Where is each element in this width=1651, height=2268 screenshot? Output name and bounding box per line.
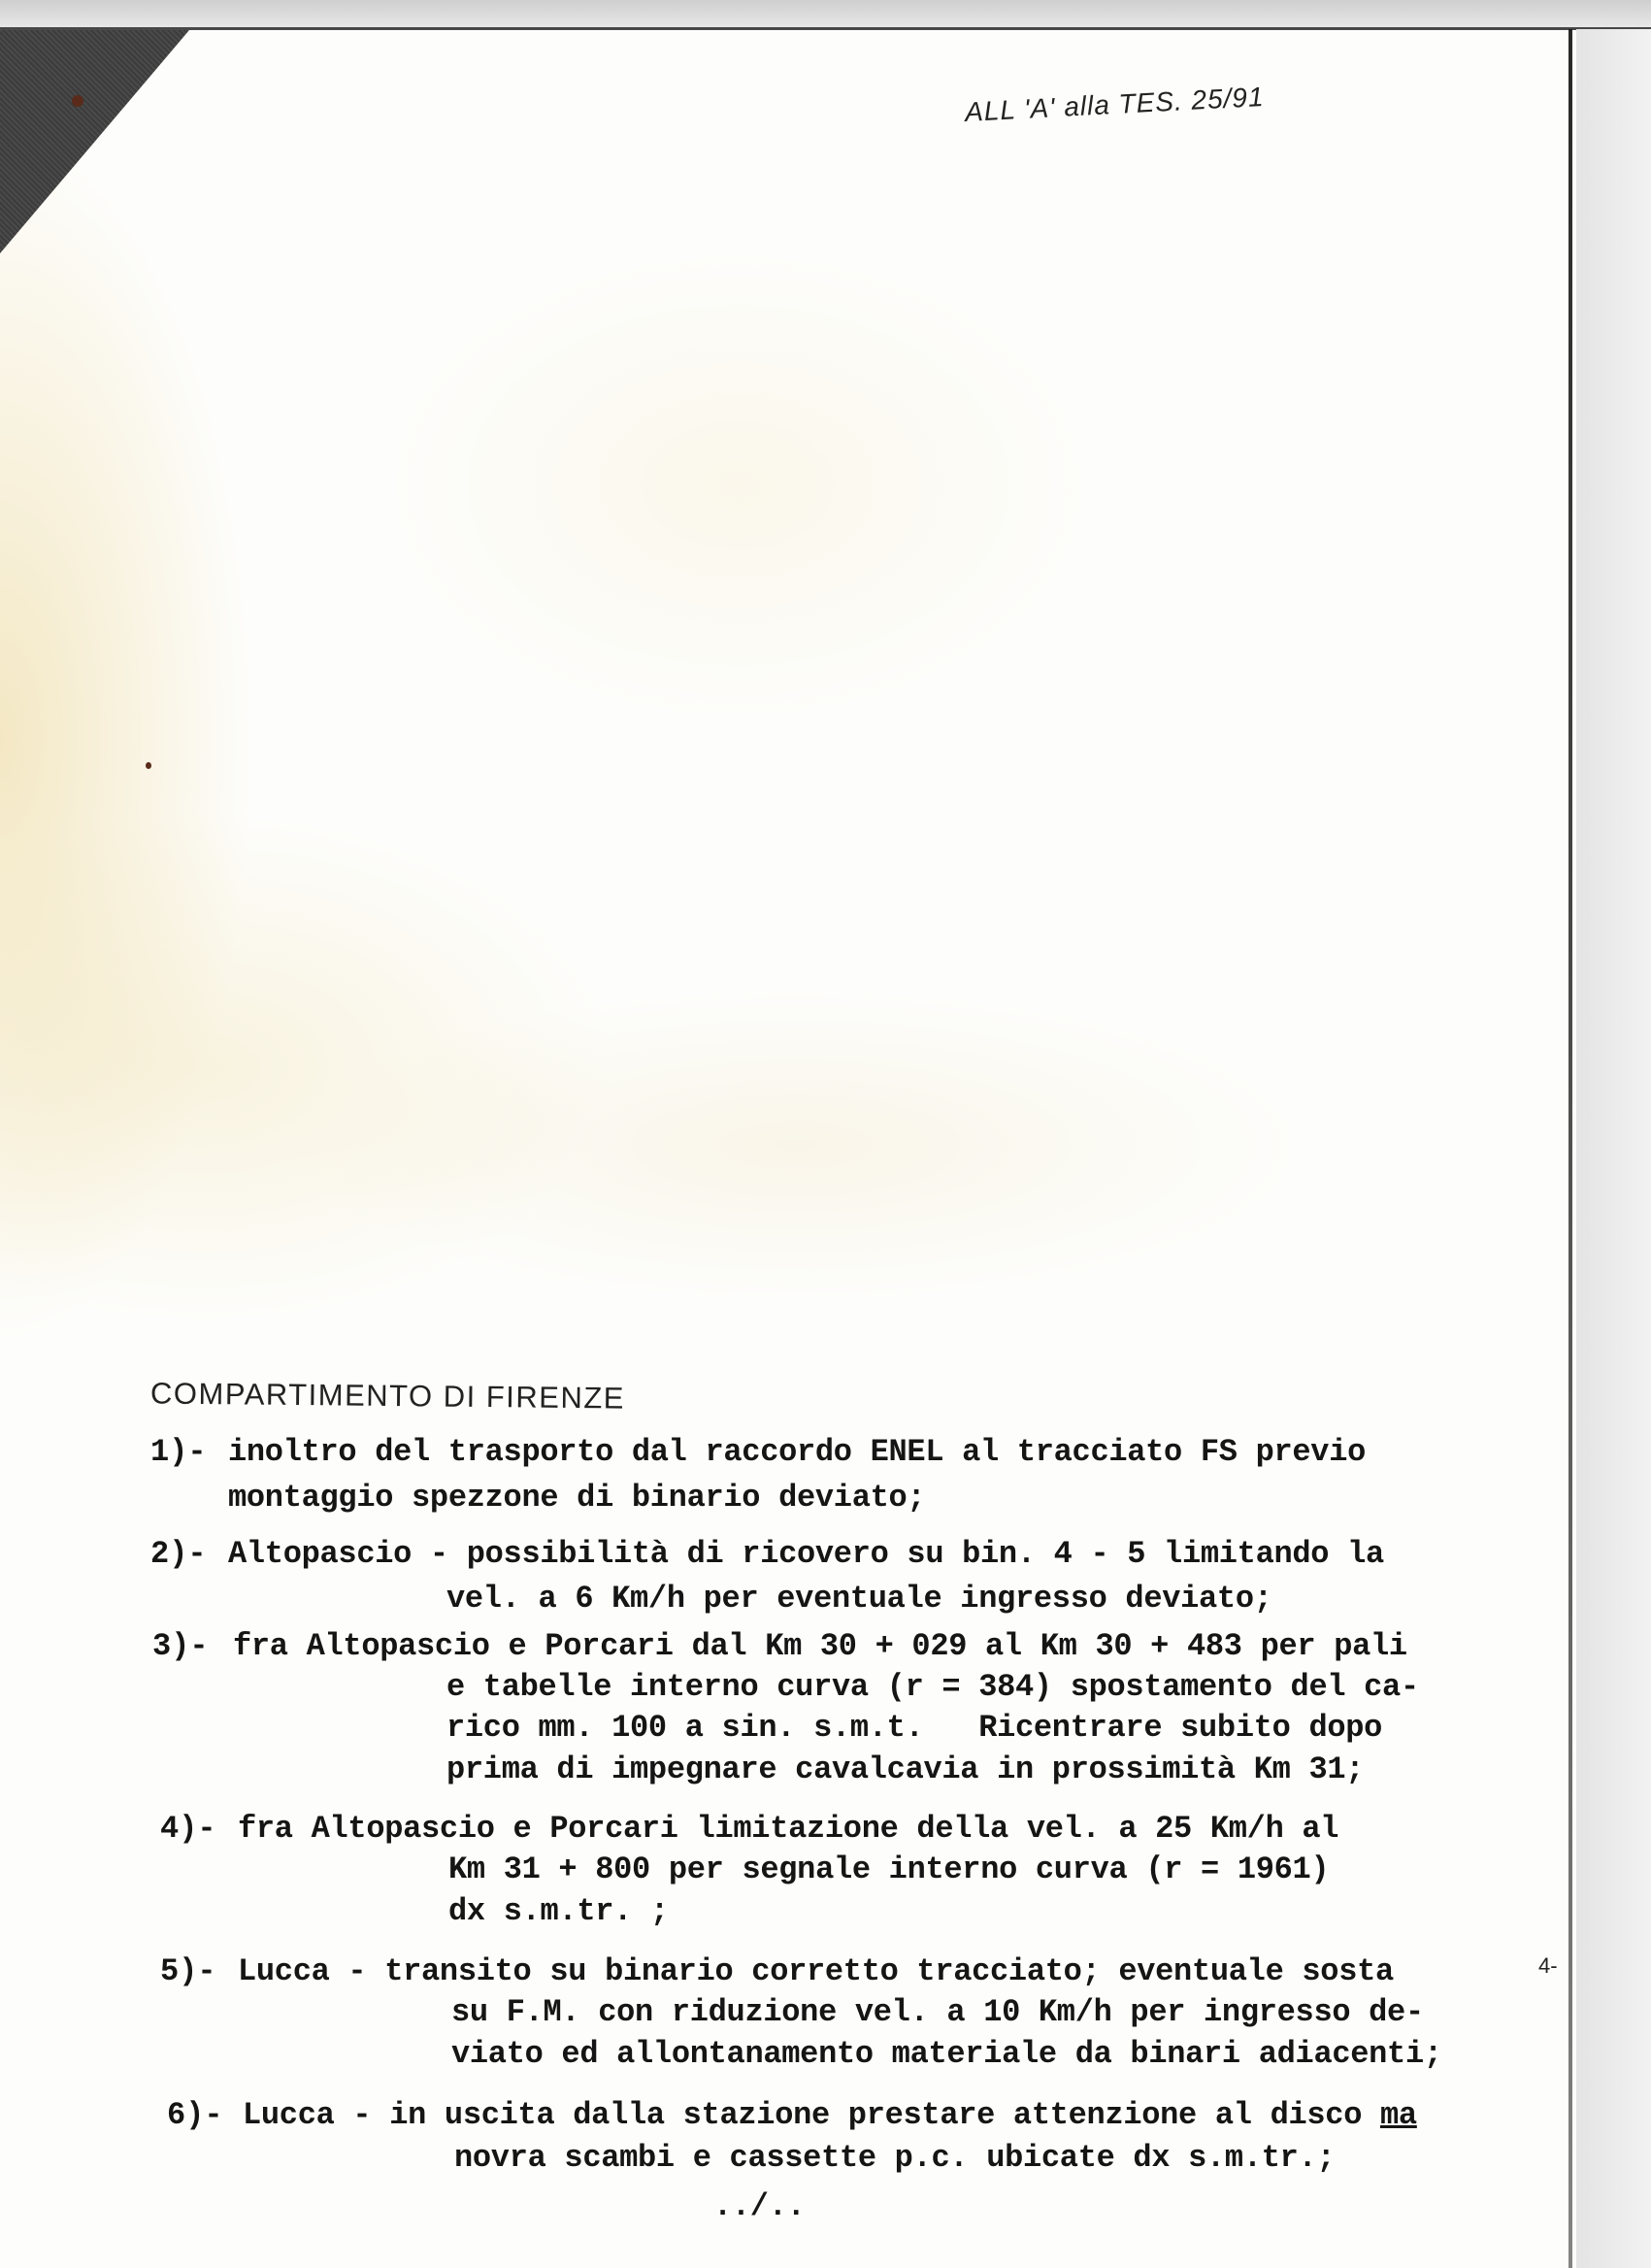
underlined-word: ma (1380, 2097, 1417, 2133)
item-line: Lucca - transito su binario corretto tracciato; eventuale sosta (238, 1953, 1394, 1989)
continuation-mark: ../.. (713, 2188, 806, 2224)
item-line: vel. a 6 Km/h per eventuale ingresso deviato; (446, 1581, 1272, 1617)
margin-mark: 4- (1538, 1953, 1558, 1978)
item-line: Altopascio - possibilità di ricovero su bin. 4 - 5 limitando la (228, 1536, 1384, 1572)
item-line-text: Lucca - in uscita dalla stazione prestare attenzione al disco (243, 2097, 1380, 2133)
item-line: fra Altopascio e Porcari limitazione della vel. a 25 Km/h al (238, 1811, 1339, 1847)
item-line: su F.M. con riduzione vel. a 10 Km/h per ingresso de- (451, 1994, 1424, 2030)
item-line: prima di impegnare cavalcavia in prossimità Km 31; (446, 1751, 1365, 1787)
item-line: viato ed allontanamento materiale da binari adiacenti; (451, 2036, 1442, 2072)
attachment-reference: ALL 'A' alla TES. 25/91 (964, 81, 1266, 128)
item-line: dx s.m.tr. ; (448, 1893, 669, 1929)
item-line: montaggio spezzone di binario deviato; (228, 1480, 926, 1516)
item-number: 1)- (150, 1434, 207, 1470)
item-line: novra scambi e cassette p.c. ubicate dx s.m.tr.; (454, 2140, 1336, 2176)
item-line: e tabelle interno curva (r = 384) spostamento del ca- (446, 1669, 1419, 1705)
scanner-right-line (1568, 29, 1572, 2268)
folded-corner (0, 30, 194, 253)
scanner-right-edge (1576, 29, 1651, 2268)
scanner-top-edge (0, 0, 1651, 29)
stain-spot (146, 762, 151, 769)
item-number: 3)- (152, 1628, 209, 1664)
item-line: Km 31 + 800 per segnale interno curva (r = 1961) (448, 1851, 1330, 1887)
item-number: 5)- (160, 1953, 216, 1989)
item-line: fra Altopascio e Porcari dal Km 30 + 029 al Km 30 + 483 per pali (233, 1628, 1407, 1664)
scanner-top-line (0, 27, 1651, 30)
item-number: 4)- (160, 1811, 216, 1847)
item-number: 6)- (167, 2097, 223, 2133)
item-line (243, 2098, 1417, 2133)
section-title: COMPARTIMENTO DI FIRENZE (149, 1376, 626, 1416)
item-line: rico mm. 100 a sin. s.m.t. Ricentrare subito dopo (446, 1710, 1383, 1746)
item-line: inoltro del trasporto dal raccordo ENEL al tracciato FS previo (228, 1434, 1366, 1470)
stain-spot (72, 95, 83, 107)
item-number: 2)- (150, 1536, 207, 1572)
